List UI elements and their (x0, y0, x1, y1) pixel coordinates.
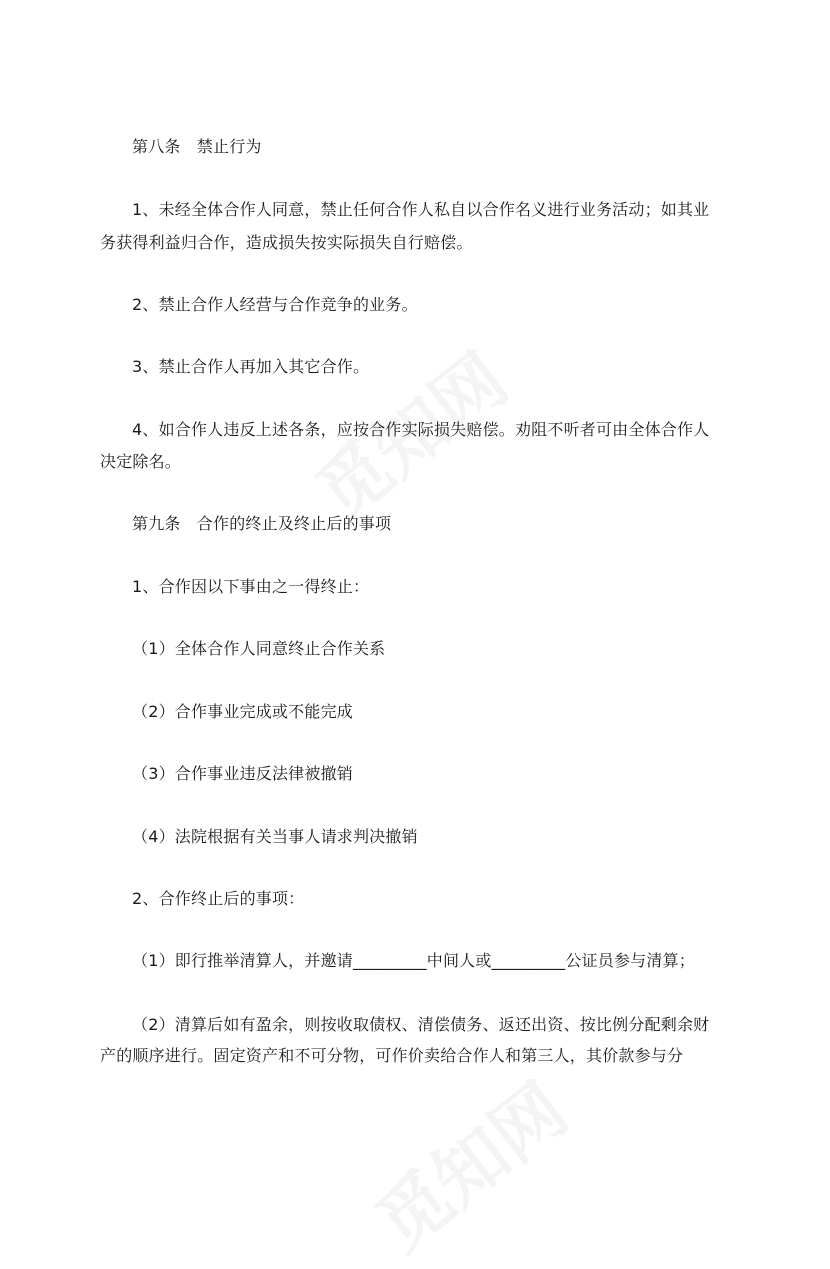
article-9-item-1-sub-2: （2）合作事业完成或不能完成 (132, 702, 353, 721)
article-8-item-1-line-2: 务获得利益归合作，造成损失按实际损失自行赔偿。 (100, 233, 473, 252)
article-9-item-2-sub-2-line-1: （2）清算后如有盈余，则按收取债权、清偿债务、返还出资、按比例分配剩余财 (132, 1015, 710, 1034)
article-9-item-2-sub-1: （1）即行推举清算人，并邀请_________中间人或_________公证员参与清算； (132, 951, 695, 970)
article-9-item-1-sub-3: （3）合作事业违反法律被撤销 (132, 764, 353, 783)
article-8-item-4-line-2: 决定除名。 (100, 452, 182, 471)
article-8-heading: 第八条 禁止行为 (132, 137, 262, 156)
article-8-item-4-line-1: 4、如合作人违反上述各条，应按合作实际损失赔偿。劝阻不听者可由全体合作人 (132, 420, 710, 439)
watermark-bottom (351, 1055, 585, 1269)
article-8-item-1-line-1: 1、未经全体合作人同意，禁止任何合作人私自以合作名义进行业务活动；如其业 (132, 200, 710, 219)
article-9-item-1-sub-1: （1）全体合作人同意终止合作关系 (132, 639, 386, 658)
article-8-item-3: 3、禁止合作人再加入其它合作。 (132, 357, 370, 376)
article-9-heading: 第九条 合作的终止及终止后的事项 (132, 514, 392, 533)
article-8-item-2: 2、禁止合作人经营与合作竞争的业务。 (132, 295, 418, 314)
article-9-item-2-sub-2-line-2: 产的顺序进行。固定资产和不可分物，可作价卖给合作人和第三人，其价款参与分 (100, 1046, 684, 1065)
article-9-item-1-sub-4: （4）法院根据有关当事人请求判决撤销 (132, 827, 418, 846)
article-9-item-2: 2、合作终止后的事项： (132, 889, 305, 908)
article-9-item-1: 1、合作因以下事由之一得终止： (132, 577, 370, 596)
